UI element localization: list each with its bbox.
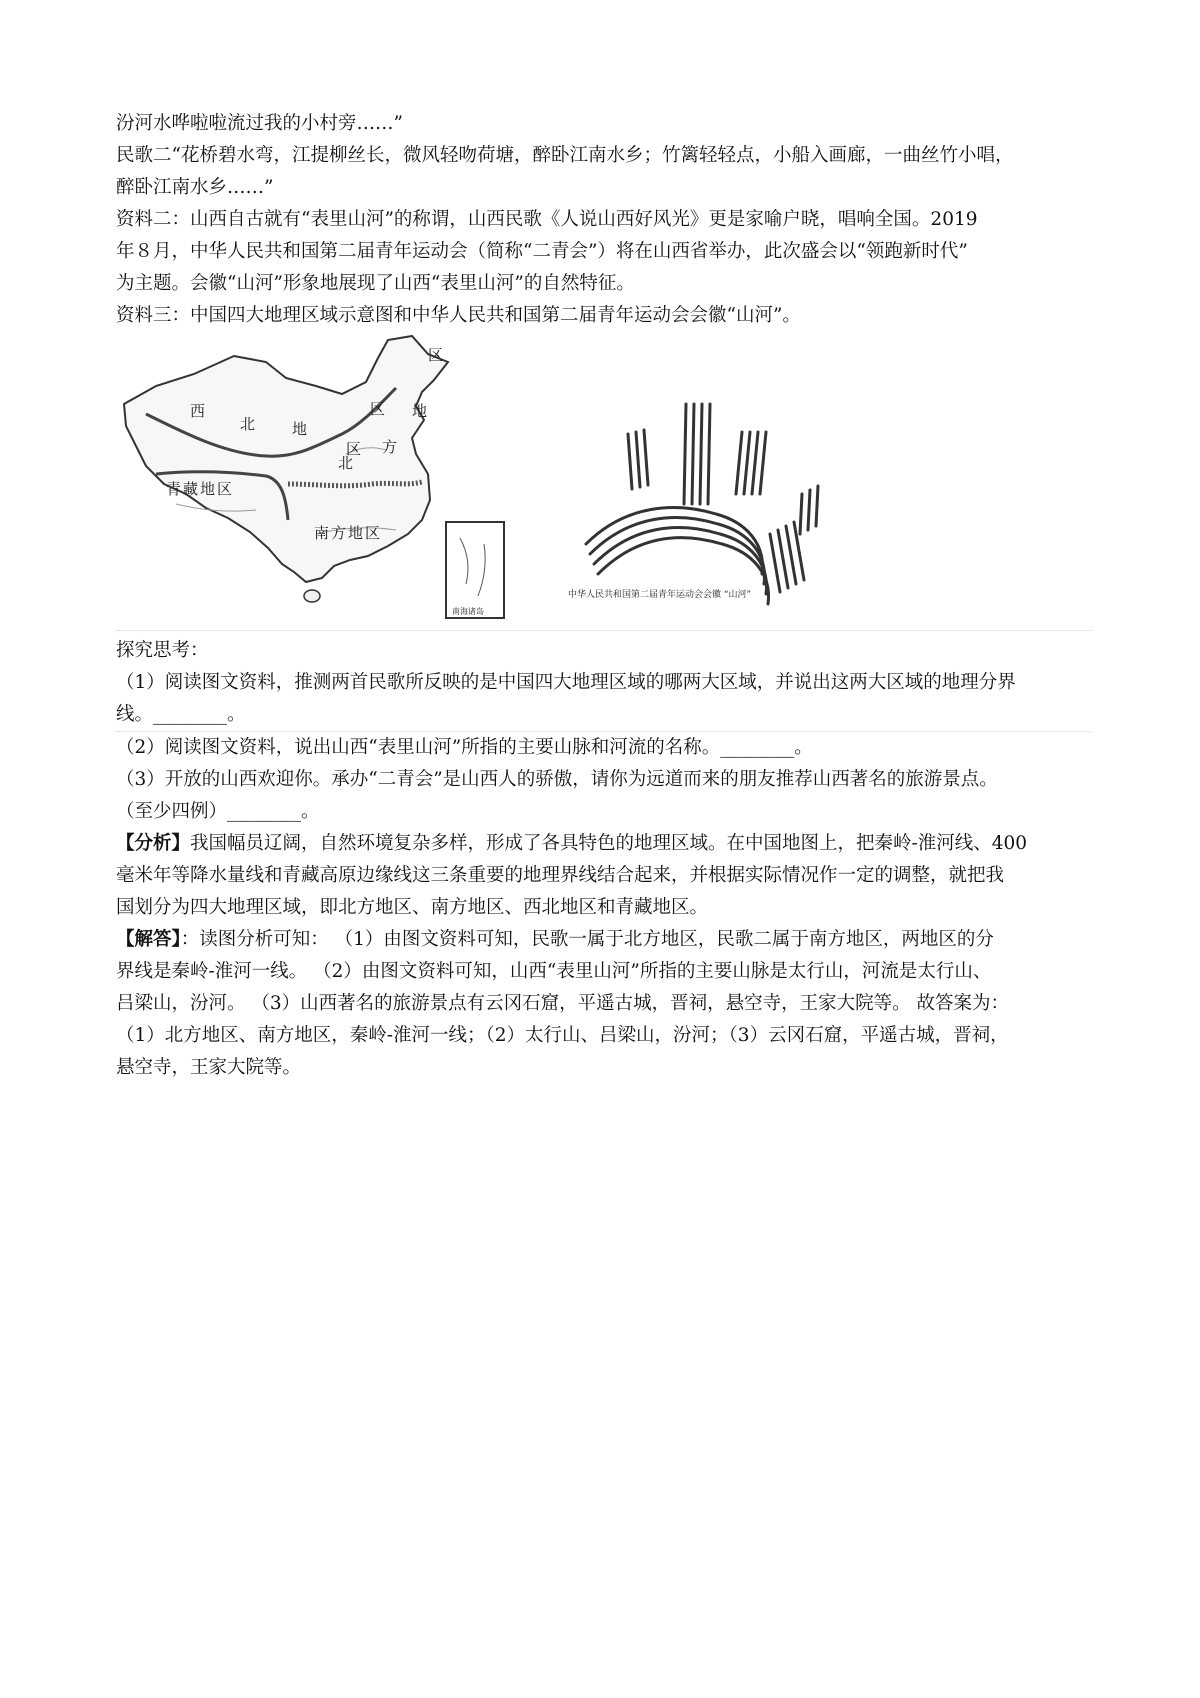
answer-line1 <box>116 924 1092 956</box>
label-nanfang: 南方地区 <box>314 524 383 542</box>
question2: （2）阅读图文资料，说出山西“表里山河”所指的主要山脉和河流的名称。________。 <box>116 737 813 758</box>
hainan-island <box>304 590 320 602</box>
label-bei2: 北 <box>338 454 354 472</box>
answer-line3: 吕梁山，汾河。 （3）山西著名的旅游景点有云冈石窟，平遥古城，晋祠，悬空寺，王家大院等。 故答案为： <box>116 993 1010 1014</box>
label-xi: 西 <box>190 402 206 420</box>
emblem-caption: 中华人民共和国第二届青年运动会会徽 “山河” <box>568 590 752 600</box>
label-qingzang: 青藏地区 <box>166 480 235 498</box>
label-di: 地 <box>292 420 308 438</box>
figure-area <box>116 334 1092 631</box>
analysis-line3: 国划分为四大地理区域，即北方地区、南方地区、西北地区和青藏地区。 <box>116 897 709 918</box>
material2-line2: 年８月，中华人民共和国第二届青年运动会（简称“二青会”）将在山西省举办，此次盛会以“领跑新时代” <box>116 241 968 262</box>
analysis-line1 <box>116 828 1092 860</box>
document-body <box>116 108 1092 1084</box>
answer-line5: 悬空寺，王家大院等。 <box>116 1057 302 1078</box>
question1-line1: （1）阅读图文资料，推测两首民歌所反映的是中国四大地理区域的哪两大区域，并说出这两大区域的地理分界 <box>116 672 1016 693</box>
china-regions-map <box>116 334 536 624</box>
song2-line1: 民歌二“花桥碧水弯，江提柳丝长，微风轻吻荷塘，醉卧江南水乡；竹篱轻轻点，小船入画廊，一曲丝竹小唱， <box>116 145 1014 166</box>
analysis-text1: 我国幅员辽阔，自然环境复杂多样，形成了各具特色的地理区域。在中国地图上，把秦岭-淮河线、400 <box>190 833 1028 854</box>
analysis-label: 【分析】 <box>116 833 191 854</box>
answer-line2: 界线是秦岭-淮河一线。 （2）由图文资料可知，山西“表里山河”所指的主要山脉是太行山，河流是太行山、 <box>116 961 992 982</box>
answer-label: 【解答】 <box>116 929 181 950</box>
label-qu2: 区 <box>370 400 386 418</box>
material3-line: 资料三：中国四大地理区域示意图和中华人民共和国第二届青年运动会会徽“山河”。 <box>116 305 801 326</box>
emblem-strokes <box>586 404 818 604</box>
label-qu-nw: 区 <box>346 440 362 458</box>
label-fang: 方 <box>382 438 398 456</box>
label-qu-ne: 区 <box>428 346 444 364</box>
material2-line3: 为主题。会徽“山河”形象地展现了山西“表里山河”的自然特征。 <box>116 273 635 294</box>
china-outline <box>124 336 448 582</box>
song2-line2: 醉卧江南水乡……” <box>116 177 274 198</box>
inset-label: 南海诸岛 <box>452 607 484 616</box>
analysis-line2: 毫米年等降水量线和青藏高原边缘线这三条重要的地理界线结合起来，并根据实际情况作一定的调整，就把我 <box>116 865 1005 886</box>
label-bei: 北 <box>240 415 256 433</box>
answer-text1: ：读图分析可知： （1）由图文资料可知，民歌一属于北方地区，民歌二属于南方地区，两地区的分 <box>180 929 994 950</box>
question3-line2: （至少四例）________。 <box>116 801 320 822</box>
label-di2: 地 <box>412 402 428 420</box>
question3-line1: （3）开放的山西欢迎你。承办“二青会”是山西人的骄傲，请你为远道而来的朋友推荐山西著名的旅游景点。 <box>116 769 998 790</box>
south-sea-inset <box>446 522 504 618</box>
answer-line4: （1）北方地区、南方地区，秦岭-淮河一线；（2）太行山、吕梁山，汾河；（3）云冈石窟，平遥古城，晋祠， <box>116 1025 1009 1046</box>
song1-ending: 汾河水哗啦啦流过我的小村旁……” <box>116 113 403 134</box>
question1-line2: 线。________。 <box>116 699 1092 732</box>
questions-intro: 探究思考： <box>116 640 209 661</box>
material2-line1: 资料二：山西自古就有“表里山河”的称谓，山西民歌《人说山西好风光》更是家喻户晓，唱响全国。2019 <box>116 209 978 230</box>
